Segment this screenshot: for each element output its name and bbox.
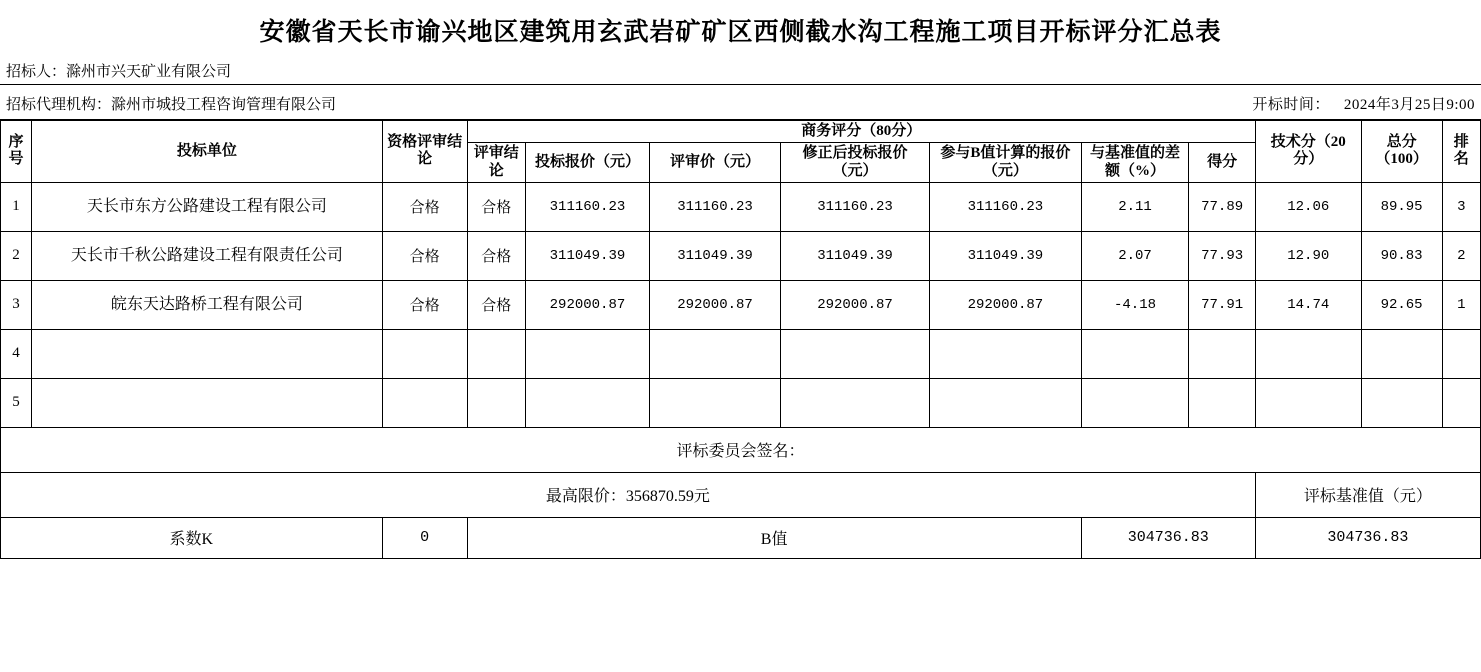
cell-rank: 3 [1442,182,1480,231]
base-value: 304736.83 [1255,517,1480,558]
page-title: 安徽省天长市谕兴地区建筑用玄武岩矿矿区西侧截水沟工程施工项目开标评分汇总表 [259,19,1222,46]
coefficient-label: 系数K [1,517,383,558]
cell-score [1189,329,1255,378]
cell-deviation: -4.18 [1081,280,1189,329]
cell-review-conclusion: 合格 [467,280,525,329]
cell-corrected-price: 311160.23 [780,182,929,231]
cell-review-price [650,329,781,378]
header-review-conclusion: 评审结论 [467,143,525,183]
agency-label: 招标代理机构： [6,97,112,113]
tenderee-row [0,56,1481,85]
cell-qualification: 合格 [382,182,467,231]
tenderee-text [6,60,231,81]
cell-bidder: 天长市东方公路建设工程有限公司 [32,182,383,231]
cell-corrected-price: 292000.87 [780,280,929,329]
cell-corrected-price [780,329,929,378]
cell-corrected-price: 311049.39 [780,231,929,280]
cell-bid-price: 311049.39 [525,231,649,280]
table-row [1,280,1481,329]
cell-rank [1442,329,1480,378]
header-seq: 序号 [1,121,32,183]
cell-b-value-price: 292000.87 [930,280,1081,329]
header-review-price: 评审价（元） [650,143,781,183]
cell-deviation: 2.11 [1081,182,1189,231]
cell-review-price [650,378,781,427]
cell-bid-price: 292000.87 [525,280,649,329]
cell-bid-price [525,378,649,427]
cell-review-conclusion: 合格 [467,231,525,280]
cell-seq: 4 [1,329,32,378]
agency-text [6,93,336,114]
cell-review-price: 292000.87 [650,280,781,329]
header-corrected-price: 修正后投标报价（元） [780,143,929,183]
header-bid-price: 投标报价（元） [525,143,649,183]
cell-total-score [1361,378,1442,427]
cell-bidder: 天长市千秋公路建设工程有限责任公司 [32,231,383,280]
table-row [1,231,1481,280]
cell-total-score: 89.95 [1361,182,1442,231]
cell-tech-score: 12.06 [1255,182,1361,231]
signature-label: 评标委员会签名： [1,427,1481,472]
cell-tech-score [1255,378,1361,427]
open-time-label: 开标时间： [1252,97,1330,113]
cell-bid-price [525,329,649,378]
cell-rank: 1 [1442,280,1480,329]
cell-rank [1442,378,1480,427]
cell-b-value-price: 311160.23 [930,182,1081,231]
open-time-value: 2024年3月25日9:00 [1343,97,1475,113]
table-row [1,329,1481,378]
cell-b-value-price [930,329,1081,378]
cell-seq: 1 [1,182,32,231]
tenderee-label: 招标人： [6,64,67,80]
header-business-group: 商务评分（80分） [467,121,1255,143]
cell-b-value-price: 311049.39 [930,231,1081,280]
cell-review-price: 311049.39 [650,231,781,280]
cell-qualification: 合格 [382,231,467,280]
table-header-row-1 [1,121,1481,143]
cell-review-conclusion [467,329,525,378]
coefficient-value: 0 [382,517,467,558]
cell-qualification: 合格 [382,280,467,329]
header-tech-score: 技术分（20分） [1255,121,1361,183]
cell-tech-score [1255,329,1361,378]
cell-seq: 2 [1,231,32,280]
cell-bid-price: 311160.23 [525,182,649,231]
cell-score: 77.89 [1189,182,1255,231]
cell-deviation [1081,378,1189,427]
table-row [1,378,1481,427]
cell-bidder: 皖东天达路桥工程有限公司 [32,280,383,329]
cell-review-price: 311160.23 [650,182,781,231]
cell-corrected-price [780,378,929,427]
cell-qualification [382,378,467,427]
agency-value: 滁州市城投工程咨询管理有限公司 [111,97,337,113]
agency-row [0,85,1481,120]
open-time-text [1252,93,1475,114]
cell-seq: 5 [1,378,32,427]
cell-deviation [1081,329,1189,378]
header-bidder: 投标单位 [32,121,383,183]
cell-b-value-price [930,378,1081,427]
coefficient-row [1,517,1481,558]
base-value-label: 评标基准值（元） [1255,472,1480,517]
header-score: 得分 [1189,143,1255,183]
max-limit-value: 最高限价：356870.59元 [1,472,1256,517]
b-label: B值 [467,517,1081,558]
scoring-summary-table [0,120,1481,559]
cell-review-conclusion [467,378,525,427]
cell-total-score: 90.83 [1361,231,1442,280]
cell-score [1189,378,1255,427]
max-limit-row [1,472,1481,517]
cell-bidder [32,329,383,378]
cell-total-score: 92.65 [1361,280,1442,329]
cell-seq: 3 [1,280,32,329]
header-deviation: 与基准值的差额（%） [1081,143,1189,183]
signature-row [1,427,1481,472]
table-row [1,182,1481,231]
cell-rank: 2 [1442,231,1480,280]
cell-bidder [32,378,383,427]
b-value: 304736.83 [1081,517,1255,558]
cell-review-conclusion: 合格 [467,182,525,231]
tenderee-value: 滁州市兴天矿业有限公司 [66,64,232,80]
cell-qualification [382,329,467,378]
cell-score: 77.93 [1189,231,1255,280]
header-total-score: 总分（100） [1361,121,1442,183]
header-rank: 排名 [1442,121,1480,183]
cell-total-score [1361,329,1442,378]
cell-score: 77.91 [1189,280,1255,329]
cell-deviation: 2.07 [1081,231,1189,280]
cell-tech-score: 14.74 [1255,280,1361,329]
cell-tech-score: 12.90 [1255,231,1361,280]
header-b-value-price: 参与B值计算的报价（元） [930,143,1081,183]
header-qualification: 资格评审结论 [382,121,467,183]
